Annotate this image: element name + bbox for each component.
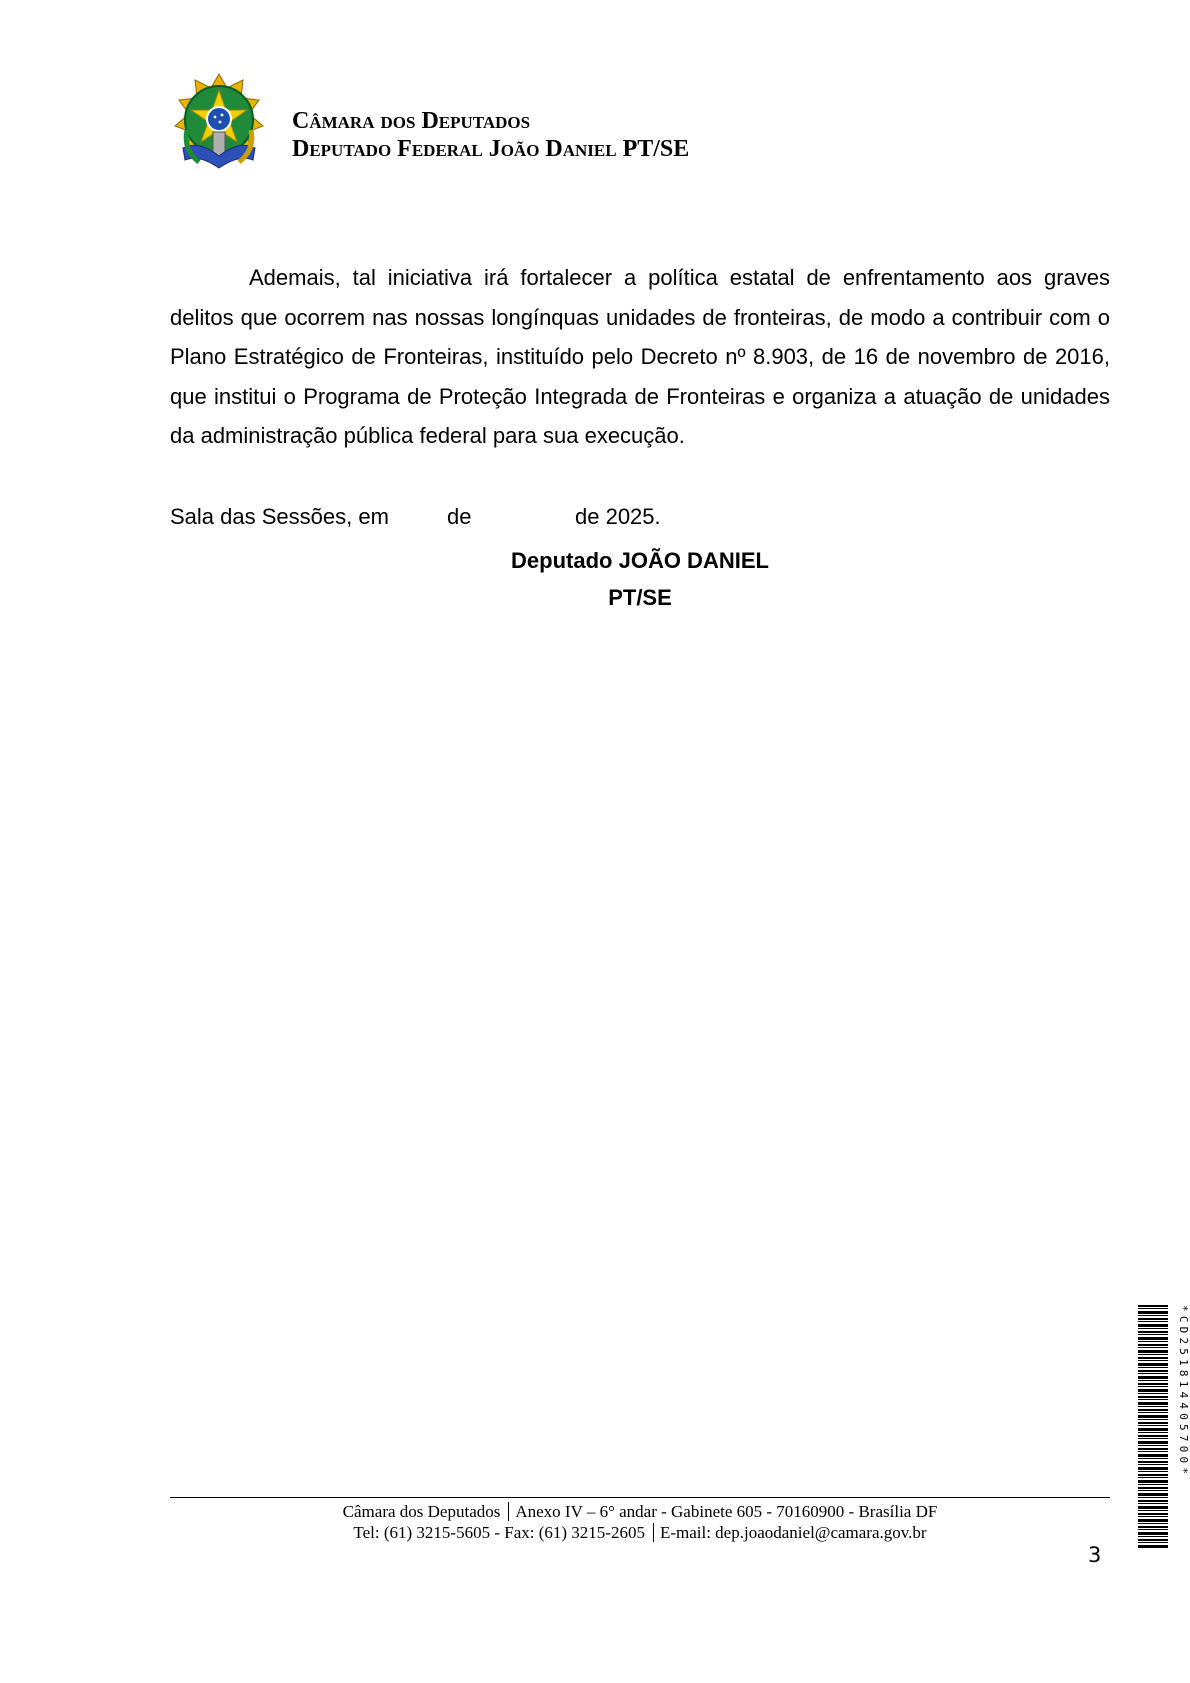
footer-address: Anexo IV – 6° andar - Gabinete 605 - 70160900 - Brasília DF: [515, 1502, 938, 1521]
brazil-coat-of-arms-icon: [168, 70, 270, 178]
place-label: Sala das Sessões, em: [170, 504, 389, 529]
signer-name: Deputado JOÃO DANIEL: [511, 548, 769, 573]
footer-phone: Tel: (61) 3215-5605 - Fax: (61) 3215-2605: [353, 1523, 645, 1542]
barcode-text: *CD251814405700*: [1177, 1305, 1190, 1479]
footer-line-1: [170, 1501, 1110, 1522]
footer-institution: Câmara dos Deputados: [342, 1502, 501, 1521]
body-paragraph: Ademais, tal iniciativa irá fortalecer a política estatal de enfrentamento aos graves delitos que ocorrem nas nossas longínquas unidades de fronteiras, de modo a contribuir com o Plano Estratégico de Fronteiras, instituído pelo Decreto nº 8.903, de 16 de novembro de 2016, que institui o Programa de Proteção Integrada de Fronteiras e organiza a atuação de unidades da administração pública federal para sua execução.: [170, 265, 1110, 448]
signature-block: [440, 542, 840, 616]
header-line-1: Câmara dos Deputados: [292, 108, 531, 134]
header-line-2: Deputado Federal João Daniel PT/SE: [292, 136, 690, 162]
place-date-line: [170, 503, 661, 531]
footer-divider: [170, 1497, 1110, 1498]
document-barcode: [1138, 1305, 1190, 1548]
date-year: de 2025.: [575, 504, 661, 529]
footer-email: E-mail: dep.joaodaniel@camara.gov.br: [659, 1523, 927, 1542]
signer-party: PT/SE: [608, 585, 672, 610]
footer: [170, 1501, 1110, 1543]
institution-name: [292, 107, 689, 163]
date-day-separator: de: [447, 504, 472, 529]
footer-separator: [508, 1502, 509, 1521]
barcode-icon: [1138, 1305, 1168, 1548]
page-number: 3: [1088, 1543, 1102, 1567]
footer-separator: [653, 1523, 654, 1542]
footer-line-2: [170, 1522, 1110, 1543]
